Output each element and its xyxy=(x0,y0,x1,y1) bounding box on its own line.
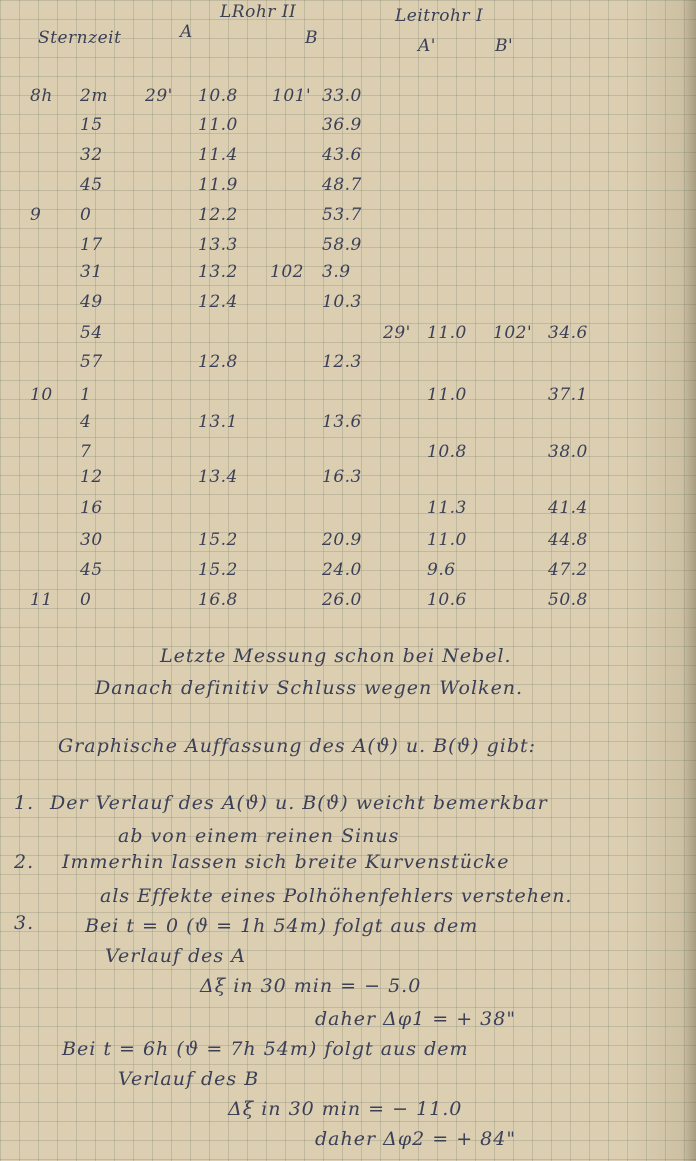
cell-minute: 30 xyxy=(80,530,103,550)
cell-a: 11.4 xyxy=(198,145,238,165)
cell-a: 12.8 xyxy=(198,352,238,372)
item-1-line-2: ab von einem reinen Sinus xyxy=(118,825,400,847)
formula-delta-xi-2: Δξ in 30 min = − 11.0 xyxy=(228,1098,463,1120)
const-a-prime-deg: 29' xyxy=(383,323,411,343)
header-col-a-prime: A' xyxy=(418,36,436,56)
formula-delta-phi-1: daher Δφ1 = + 38" xyxy=(315,1008,517,1030)
cell-minute: 31 xyxy=(80,262,103,282)
item-3-number: 3. xyxy=(14,912,35,934)
const-a-deg: 29' xyxy=(145,86,173,106)
cell-b-prime: 37.1 xyxy=(548,385,588,405)
cell-b: 12.3 xyxy=(322,352,362,372)
cell-minute: 54 xyxy=(80,323,103,343)
cell-minute: 45 xyxy=(80,560,103,580)
cell-b: 36.9 xyxy=(322,115,362,135)
cell-a: 13.3 xyxy=(198,235,238,255)
cell-minute: 16 xyxy=(80,498,103,518)
note-graphical: Graphische Auffassung des A(ϑ) u. B(ϑ) gibt: xyxy=(58,735,537,757)
cell-minute: 32 xyxy=(80,145,103,165)
cell-b: 24.0 xyxy=(322,560,362,580)
cell-b-prime: 50.8 xyxy=(548,590,588,610)
cell-b-prime: 38.0 xyxy=(548,442,588,462)
cell-b-prime: 34.6 xyxy=(548,323,588,343)
header-sternzeit: Sternzeit xyxy=(38,28,122,48)
item-4-line-2: Verlauf des B xyxy=(118,1068,260,1090)
cell-minute: 17 xyxy=(80,235,103,255)
cell-a: 11.0 xyxy=(198,115,238,135)
cell-a: 10.8 xyxy=(198,86,238,106)
cell-b: 13.6 xyxy=(322,412,362,432)
header-col-b: B xyxy=(305,28,318,48)
cell-hour: 10 xyxy=(30,385,53,405)
cell-a: 13.4 xyxy=(198,467,238,487)
item-2-line-2: als Effekte eines Polhöhenfehlers verstehen. xyxy=(100,885,573,907)
cell-a-prime: 10.6 xyxy=(427,590,467,610)
cell-a: 12.4 xyxy=(198,292,238,312)
cell-a: 15.2 xyxy=(198,530,238,550)
cell-b: 10.3 xyxy=(322,292,362,312)
cell-b: 53.7 xyxy=(322,205,362,225)
cell-hour: 8h xyxy=(30,86,53,106)
cell-a-prime: 11.3 xyxy=(427,498,467,518)
item-2-line-1: Immerhin lassen sich breite Kurvenstücke xyxy=(62,851,510,873)
cell-minute: 12 xyxy=(80,467,103,487)
const-b-deg: 101' xyxy=(272,86,312,106)
item-1-number: 1. xyxy=(14,792,35,814)
cell-minute: 0 xyxy=(80,590,92,610)
cell-a-prime: 10.8 xyxy=(427,442,467,462)
cell-b-prime: 47.2 xyxy=(548,560,588,580)
cell-hour: 9 xyxy=(30,205,42,225)
cell-minute: 7 xyxy=(80,442,92,462)
item-3-line-1: Bei t = 0 (ϑ = 1h 54m) folgt aus dem xyxy=(85,915,479,937)
cell-b: 3.9 xyxy=(322,262,351,282)
header-col-a: A xyxy=(180,22,193,42)
formula-delta-xi-1: Δξ in 30 min = − 5.0 xyxy=(200,975,422,997)
note-fog: Letzte Messung schon bei Nebel. xyxy=(160,645,512,667)
const-b-prime-deg: 102' xyxy=(493,323,533,343)
cell-b: 43.6 xyxy=(322,145,362,165)
const-b-deg-2: 102 xyxy=(270,262,304,282)
cell-minute: 0 xyxy=(80,205,92,225)
cell-minute: 2m xyxy=(80,86,108,106)
cell-minute: 49 xyxy=(80,292,103,312)
cell-a: 11.9 xyxy=(198,175,238,195)
cell-a: 16.8 xyxy=(198,590,238,610)
cell-b-prime: 41.4 xyxy=(548,498,588,518)
cell-b-prime: 44.8 xyxy=(548,530,588,550)
cell-a-prime: 11.0 xyxy=(427,385,467,405)
cell-minute: 15 xyxy=(80,115,103,135)
cell-b: 48.7 xyxy=(322,175,362,195)
cell-minute: 45 xyxy=(80,175,103,195)
formula-delta-phi-2: daher Δφ2 = + 84" xyxy=(315,1128,517,1150)
cell-b: 26.0 xyxy=(322,590,362,610)
header-col-b-prime: B' xyxy=(495,36,514,56)
cell-minute: 4 xyxy=(80,412,92,432)
cell-a-prime: 11.0 xyxy=(427,530,467,550)
cell-a: 12.2 xyxy=(198,205,238,225)
cell-minute: 57 xyxy=(80,352,103,372)
page-edge-shadow xyxy=(682,0,696,1161)
item-4-line-1: Bei t = 6h (ϑ = 7h 54m) folgt aus dem xyxy=(62,1038,469,1060)
cell-b: 16.3 xyxy=(322,467,362,487)
cell-b: 20.9 xyxy=(322,530,362,550)
item-3-line-2: Verlauf des A xyxy=(105,945,246,967)
item-2-number: 2. xyxy=(14,851,35,873)
note-clouds: Danach definitiv Schluss wegen Wolken. xyxy=(95,677,524,699)
cell-hour: 11 xyxy=(30,590,53,610)
cell-a: 15.2 xyxy=(198,560,238,580)
header-lrohr-ii: LRohr II xyxy=(220,2,297,22)
cell-b: 33.0 xyxy=(322,86,362,106)
cell-a-prime: 9.6 xyxy=(427,560,456,580)
cell-a: 13.2 xyxy=(198,262,238,282)
cell-b: 58.9 xyxy=(322,235,362,255)
cell-a: 13.1 xyxy=(198,412,238,432)
cell-a-prime: 11.0 xyxy=(427,323,467,343)
item-1-line-1: Der Verlauf des A(ϑ) u. B(ϑ) weicht bemerkbar xyxy=(50,792,548,814)
header-leitrohr-i: Leitrohr I xyxy=(395,6,484,26)
cell-minute: 1 xyxy=(80,385,92,405)
